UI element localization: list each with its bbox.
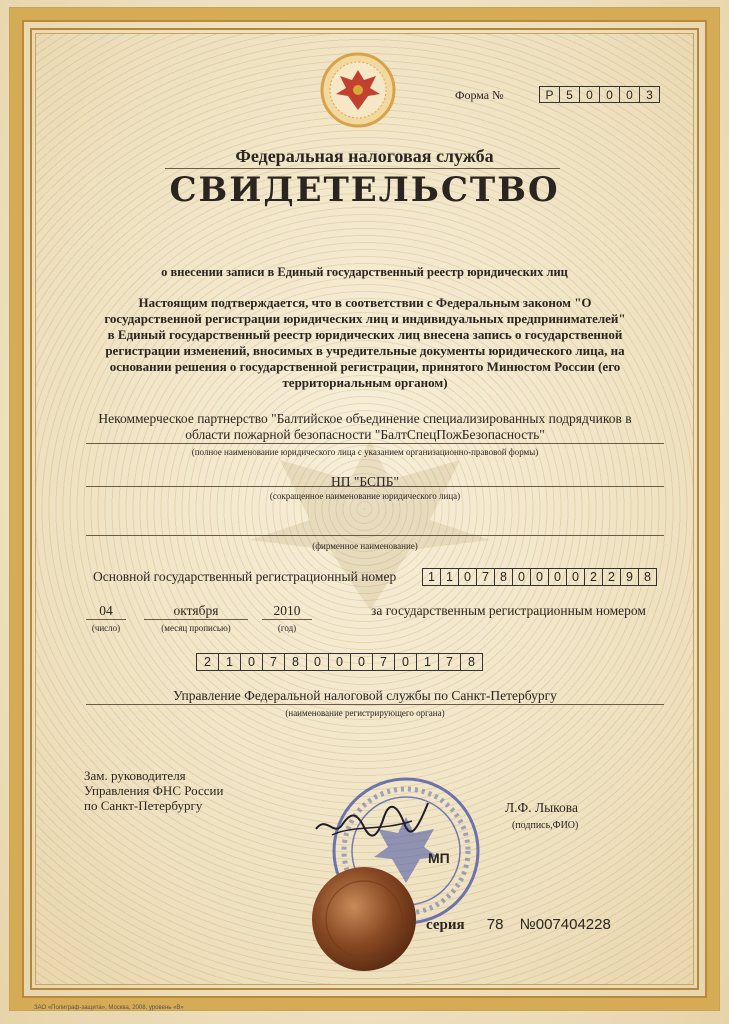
authority-caption: (наименование регистрирующего органа) — [285, 708, 445, 718]
printer-footer: ЗАО «Полиграф-защита», Москва, 2008, уровень «В» — [34, 1005, 184, 1011]
grn-digit: 1 — [417, 653, 439, 671]
series-number: №007404228 — [519, 916, 611, 933]
ogrn-digit: 9 — [621, 568, 639, 586]
grn-digit: 0 — [307, 653, 329, 671]
brand-name-caption: (фирменное наименование) — [312, 541, 418, 551]
form-label: Форма № — [455, 88, 504, 102]
full-name-rule — [86, 443, 664, 444]
signer-role-line: по Санкт-Петербургу — [84, 798, 203, 813]
series-block — [426, 916, 611, 934]
grn-digit: 0 — [241, 653, 263, 671]
form-number-cell: 0 — [620, 86, 640, 103]
form-number-cell: Р — [539, 86, 560, 103]
form-number-cell: 0 — [600, 86, 620, 103]
date-year-caption: (год) — [277, 623, 297, 633]
signature-icon — [312, 795, 432, 845]
signer-role — [84, 768, 223, 813]
full-name-line1: Некоммерческое партнерство "Балтийское объединение специализированных подрядчиков в — [98, 411, 632, 426]
ogrn-label: Основной государственный регистрационный номер — [93, 569, 397, 584]
series-label: серия — [426, 917, 465, 933]
form-number-cell: 3 — [640, 86, 660, 103]
full-name-caption: (полное наименование юридического лица с указанием организационно-правовой формы) — [191, 447, 539, 457]
brand-name-rule — [86, 535, 664, 536]
ogrn-digit: 2 — [603, 568, 621, 586]
short-name-value: НП "БСПБ" — [330, 474, 400, 489]
date-month: октября — [173, 603, 219, 618]
ogrn-digit: 0 — [567, 568, 585, 586]
ogrn-digit: 8 — [495, 568, 513, 586]
grn-digit: 8 — [461, 653, 483, 671]
authority-name: Управление Федеральной налоговой службы по Санкт-Петербургу — [173, 688, 557, 703]
grn-digit: 0 — [395, 653, 417, 671]
form-number-cell: 5 — [560, 86, 580, 103]
date-day-rule — [86, 619, 126, 620]
grn-digit: 7 — [439, 653, 461, 671]
grn-digit: 7 — [373, 653, 395, 671]
ogrn-digit: 1 — [441, 568, 459, 586]
date-tail: за государственным регистрационным номером — [371, 603, 646, 618]
authority-rule — [86, 704, 664, 705]
grn-number — [196, 653, 483, 671]
ogrn-digit: 0 — [513, 568, 531, 586]
ogrn-digit: 0 — [531, 568, 549, 586]
document-subtitle: о внесении записи в Единый государственный реестр юридических лиц — [161, 265, 568, 279]
form-number-cell: 0 — [580, 86, 600, 103]
grn-digit: 1 — [219, 653, 241, 671]
signer-role-line: Зам. руководителя — [84, 768, 186, 783]
mp-label: МП — [428, 850, 450, 866]
date-month-rule — [144, 619, 248, 620]
date-month-caption: (месяц прописью) — [161, 623, 231, 633]
signer-name-caption: (подпись,ФИО) — [512, 820, 579, 831]
ogrn-digit: 7 — [477, 568, 495, 586]
grn-digit: 0 — [329, 653, 351, 671]
emblem-icon — [320, 52, 396, 128]
grn-digit: 8 — [285, 653, 307, 671]
date-year-rule — [262, 619, 312, 620]
full-name-line2: области пожарной безопасности "БалтСпецПожБезопасность" — [185, 427, 545, 442]
ogrn-digit: 0 — [549, 568, 567, 586]
wax-seal-icon — [310, 865, 418, 973]
ogrn-digit: 2 — [585, 568, 603, 586]
document-title: СВИДЕТЕЛЬСТВО — [169, 170, 560, 210]
service-rule — [165, 168, 560, 169]
ogrn-digit: 1 — [422, 568, 441, 586]
ogrn-digit: 8 — [639, 568, 657, 586]
form-number — [539, 86, 660, 103]
signer-name: Л.Ф. Лыкова — [505, 800, 578, 815]
grn-digit: 7 — [263, 653, 285, 671]
ogrn-digit: 0 — [459, 568, 477, 586]
date-day-caption: (число) — [91, 623, 121, 633]
short-name-caption: (сокращенное наименование юридического лица) — [269, 491, 461, 501]
signer-role-line: Управления ФНС России — [84, 783, 224, 798]
date-day: 04 — [99, 603, 113, 618]
grn-digit: 2 — [196, 653, 219, 671]
ogrn-number — [422, 568, 657, 586]
confirmation-text: Настоящим подтверждается, что в соответствии с Федеральным законом "О государственной регистрации юридических лиц и индивидуальных предпринимателей" в Единый государственный реестр юридических лиц внесена запись о государственной регистрации изменений, вносимых в учредительные документы юридического лица, на основании решения о государственной регистрации, принятого Минюстом России (его территориальным органом) — [104, 295, 626, 390]
series-code: 78 — [486, 916, 504, 933]
service-name: Федеральная налоговая служба — [235, 146, 494, 166]
grn-digit: 0 — [351, 653, 373, 671]
date-year: 2010 — [273, 603, 301, 618]
